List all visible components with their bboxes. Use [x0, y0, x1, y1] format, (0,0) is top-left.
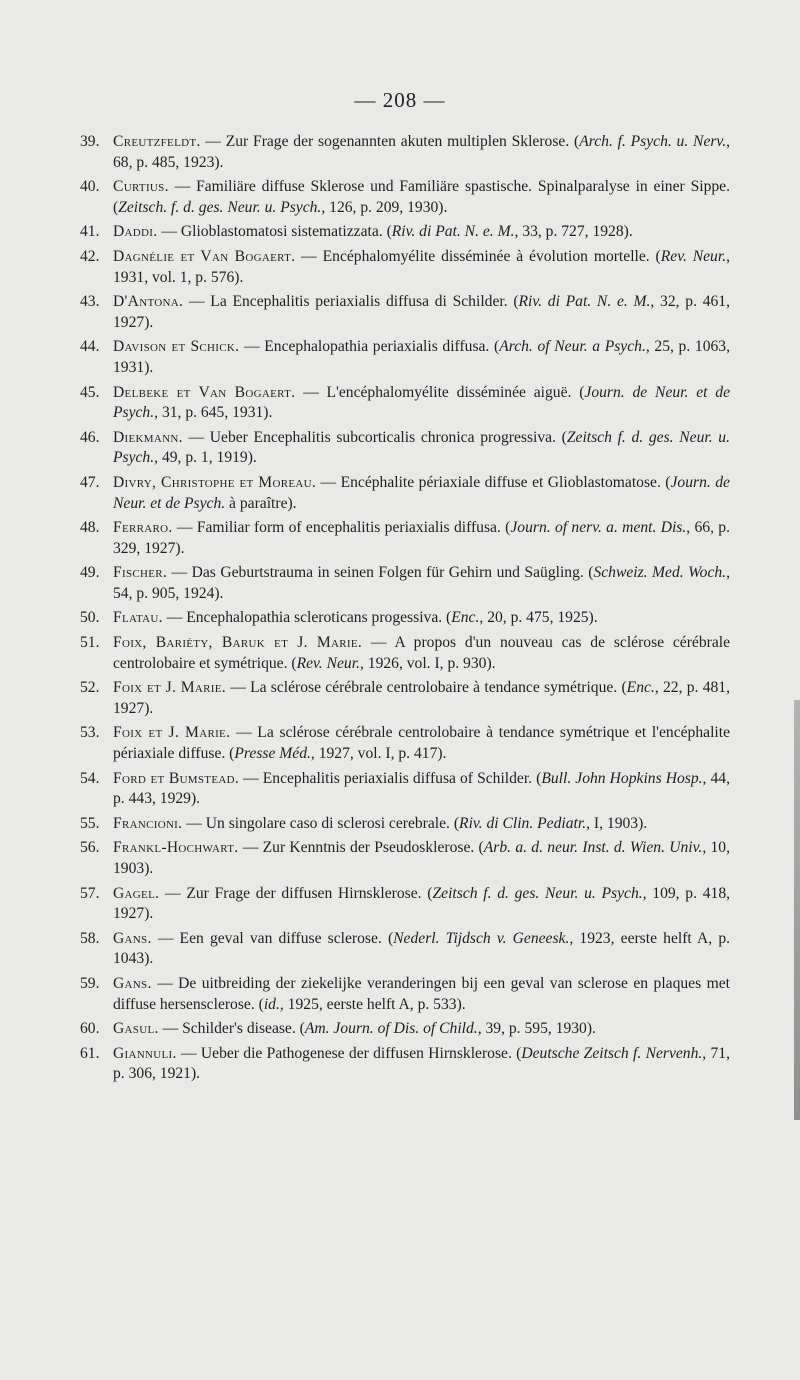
reference-number: 50.	[80, 609, 100, 627]
reference-list	[80, 132, 730, 1089]
reference-title: — Encéphalite périaxiale diffuse et Glioblastomatose. (	[316, 473, 671, 491]
reference-author: Delbeke et Van Bogaert.	[113, 383, 296, 401]
reference-title: — Zur Frage der diffusen Hirnsklerose. (	[159, 884, 433, 902]
reference-author: Foix et J. Marie.	[113, 724, 231, 742]
reference-source: id.	[263, 995, 280, 1013]
reference-details: à paraître).	[225, 494, 297, 512]
reference-text	[113, 247, 730, 288]
reference-entry	[80, 1019, 730, 1040]
reference-number: 59.	[80, 974, 100, 992]
reference-title: — Un singolare caso di sclerosi cerebrale. (	[182, 814, 460, 832]
reference-text	[113, 222, 730, 243]
reference-author: Gagel.	[113, 884, 160, 902]
reference-author: Davison et Schick.	[113, 338, 240, 356]
reference-details: , 39, p. 595, 1930).	[477, 1020, 596, 1038]
reference-text	[113, 769, 730, 810]
reference-text	[113, 1019, 730, 1040]
reference-entry	[80, 383, 730, 424]
reference-text	[113, 608, 730, 629]
reference-details: , 1926, vol. I, p. 930).	[359, 654, 496, 672]
reference-title: — Glioblastomatosi sistematizzata. (	[157, 223, 392, 241]
reference-entry	[80, 814, 730, 835]
reference-entry	[80, 518, 730, 559]
reference-title: — Familiäre diffuse Sklerose und Familiäre spastische. Spinalparalyse in einer Sippe. (	[113, 178, 730, 216]
reference-title: — Familiar form of encephalitis periaxialis diffusa. (	[172, 519, 511, 537]
reference-number: 41.	[80, 223, 100, 241]
reference-number: 40.	[80, 178, 100, 196]
reference-source: Riv. di Pat. N. e. M.	[391, 223, 515, 241]
reference-author: Divry, Christophe et Moreau.	[113, 473, 317, 491]
reference-details: , 25, p. 1063, 1931).	[113, 338, 730, 376]
reference-text	[113, 473, 730, 514]
reference-number: 52.	[80, 679, 100, 697]
reference-number: 45.	[80, 383, 100, 401]
reference-text	[113, 723, 730, 764]
reference-entry	[80, 608, 730, 629]
reference-entry	[80, 929, 730, 970]
reference-text	[113, 428, 730, 469]
reference-number: 39.	[80, 133, 100, 150]
reference-source: Arb. a. d. neur. Inst. d. Wien. Univ.	[483, 839, 703, 857]
reference-source: Journ. of nerv. a. ment. Dis.	[510, 519, 687, 537]
reference-details: , 32, p. 461, 1927).	[113, 293, 730, 331]
reference-author: Creutzfeldt.	[113, 133, 201, 150]
reference-title: — Zur Frage der sogenannten akuten multiplen Sklerose. (	[200, 133, 580, 150]
reference-entry	[80, 247, 730, 288]
reference-source: Journ. de Neur. et de Psych.	[113, 383, 730, 422]
reference-entry	[80, 1044, 730, 1085]
reference-entry	[80, 678, 730, 719]
reference-text	[113, 838, 730, 879]
reference-title: — Encephalitis periaxialis diffusa of Schilder. (	[239, 769, 542, 787]
reference-author: Gasul.	[113, 1020, 159, 1038]
reference-source: Bull. John Hopkins Hosp.	[541, 769, 703, 787]
reference-text	[113, 518, 730, 559]
reference-details: , 1925, eerste helft A, p. 533).	[279, 995, 466, 1013]
reference-source: Riv. di Pat. N. e. M.	[518, 293, 651, 311]
reference-source: Riv. di Clin. Pediatr.	[459, 814, 587, 832]
reference-author: Flatau.	[113, 609, 163, 627]
reference-title: — La sclérose cérébrale centrolobaire à tendance symétrique. (	[225, 679, 627, 697]
reference-title: — L'encéphalomyélite disséminée aiguë. (	[295, 383, 585, 401]
reference-source: Zeitsch. f. d. ges. Neur. u. Psych.	[118, 198, 322, 216]
reference-author: Frankl-Hochwart.	[113, 839, 239, 857]
reference-title: — Schilder's disease. (	[158, 1020, 305, 1038]
reference-text	[113, 292, 730, 333]
reference-author: Ferraro.	[113, 519, 173, 537]
reference-entry	[80, 292, 730, 333]
reference-details: , 20, p. 475, 1925).	[479, 609, 598, 627]
reference-text	[113, 678, 730, 719]
reference-source: Enc.	[451, 609, 480, 627]
reference-title: — Encéphalomyélite disséminée à évolution mortelle. (	[295, 247, 661, 265]
reference-author: Ford et Bumstead.	[113, 769, 240, 787]
reference-entry	[80, 769, 730, 810]
reference-source: Presse Méd.	[234, 745, 311, 763]
reference-text	[113, 563, 730, 604]
reference-number: 55.	[80, 814, 100, 832]
reference-source: Rev. Neur.	[296, 654, 360, 672]
reference-entry	[80, 473, 730, 514]
reference-number: 43.	[80, 293, 100, 311]
reference-author: Gans.	[113, 929, 152, 947]
reference-entry	[80, 337, 730, 378]
reference-entry	[80, 633, 730, 674]
reference-author: Daddi.	[113, 223, 158, 241]
reference-author: Giannuli.	[113, 1044, 177, 1062]
reference-source: Arch. of Neur. a Psych.	[499, 338, 646, 356]
reference-entry	[80, 132, 730, 173]
reference-text	[113, 337, 730, 378]
reference-entry	[80, 177, 730, 218]
reference-text	[113, 884, 730, 925]
reference-number: 58.	[80, 929, 100, 947]
reference-source: Zeitsch f. d. ges. Neur. u. Psych.	[113, 428, 730, 467]
reference-entry	[80, 222, 730, 243]
reference-entry	[80, 563, 730, 604]
reference-details: , 1931, vol. 1, p. 576).	[113, 247, 730, 286]
reference-text	[113, 132, 730, 173]
reference-details: , 1927, vol. I, p. 417).	[310, 745, 447, 763]
reference-number: 54.	[80, 769, 100, 787]
reference-title: — Das Geburtstrauma in seinen Folgen für Gehirn und Saügling. (	[167, 564, 594, 582]
reference-source: Deutsche Zeitsch f. Nervenh.	[521, 1044, 703, 1062]
reference-details: , I, 1903).	[586, 814, 648, 832]
reference-number: 48.	[80, 519, 100, 537]
reference-number: 57.	[80, 884, 100, 902]
reference-details: , 126, p. 209, 1930).	[321, 198, 448, 216]
reference-title: — Ueber Encephalitis subcorticalis chronica progressiva. (	[182, 428, 567, 446]
reference-details: , 31, p. 645, 1931).	[154, 404, 273, 422]
reference-number: 61.	[80, 1044, 100, 1062]
reference-title: — Ueber die Pathogenese der diffusen Hirnsklerose. (	[176, 1044, 522, 1062]
reference-title: — Encephalopathia periaxialis diffusa. (	[239, 338, 500, 356]
reference-details: , 109, p. 418, 1927).	[113, 884, 731, 923]
page-edge-shadow	[794, 700, 800, 1120]
reference-entry	[80, 723, 730, 764]
reference-title: — La Encephalitis periaxialis diffusa di Schilder. (	[183, 293, 519, 311]
reference-text	[113, 633, 730, 674]
reference-details: , 68, p. 485, 1923).	[113, 133, 730, 171]
reference-number: 51.	[80, 634, 100, 652]
reference-author: Diekmann.	[113, 428, 183, 446]
reference-source: Nederl. Tijdsch v. Geneesk.	[393, 929, 570, 947]
reference-text	[113, 177, 730, 218]
reference-text	[113, 814, 730, 835]
reference-number: 44.	[80, 338, 100, 356]
reference-details: , 71, p. 306, 1921).	[113, 1044, 730, 1083]
reference-source: Rev. Neur.	[660, 247, 727, 265]
reference-details: , 10, 1903).	[113, 839, 730, 877]
reference-details: , 1923, eerste helft A, p. 1043).	[113, 929, 731, 968]
reference-source: Zeitsch f. d. ges. Neur. u. Psych.	[432, 884, 643, 902]
reference-source: Journ. de Neur. et de Psych.	[113, 473, 730, 512]
reference-entry	[80, 884, 730, 925]
reference-details: , 22, p. 481, 1927).	[113, 679, 730, 717]
reference-title: — Zur Kenntnis der Pseudosklerose. (	[238, 839, 484, 857]
reference-number: 60.	[80, 1020, 100, 1038]
reference-title: — La sclérose cérébrale centrolobaire à tendance symétrique et l'encéphalite périaxiale diffuse. (	[113, 724, 730, 763]
reference-author: Dagnélie et Van Bogaert.	[113, 247, 296, 265]
reference-source: Enc.	[626, 679, 655, 697]
reference-number: 47.	[80, 473, 100, 491]
reference-title: — De uitbreiding der ziekelijke veranderingen bij een geval van sclerose en plaques met diffuse hersensclerose. (	[113, 974, 730, 1013]
reference-text	[113, 929, 730, 970]
reference-details: , 66, p. 329, 1927).	[113, 519, 730, 557]
reference-author: D'Antona.	[113, 293, 184, 311]
reference-text	[113, 383, 730, 424]
reference-number: 53.	[80, 724, 100, 742]
reference-author: Gans.	[113, 974, 152, 992]
reference-title: — Een geval van diffuse sclerose. (	[151, 929, 394, 947]
reference-source: Am. Journ. of Dis. of Child.	[304, 1020, 478, 1038]
reference-details: , 54, p. 905, 1924).	[113, 564, 730, 602]
reference-text	[113, 1044, 730, 1085]
page-number: — 208 —	[354, 88, 446, 112]
reference-source: Arch. f. Psych. u. Nerv.	[579, 133, 727, 150]
reference-author: Curtius.	[113, 178, 169, 196]
reference-author: Foix et J. Marie.	[113, 679, 226, 697]
reference-author: Fischer.	[113, 564, 168, 582]
reference-number: 56.	[80, 839, 100, 857]
reference-title: — A propos d'un nouveau cas de sclérose cérébrale centrolobaire et symétrique. (	[113, 634, 730, 672]
reference-number: 46.	[80, 428, 100, 446]
reference-details: , 33, p. 727, 1928).	[514, 223, 633, 241]
reference-author: Foix, Bariéty, Baruk et J. Marie.	[113, 634, 363, 652]
reference-details: , 49, p. 1, 1919).	[154, 449, 257, 467]
reference-details: , 44, p. 443, 1929).	[113, 769, 731, 808]
reference-number: 49.	[80, 564, 100, 582]
reference-text	[113, 974, 730, 1015]
reference-author: Francioni.	[113, 814, 183, 832]
reference-entry	[80, 838, 730, 879]
reference-title: — Encephalopathia scleroticans progessiva. (	[162, 609, 452, 627]
reference-source: Schweiz. Med. Woch.	[593, 564, 727, 582]
reference-entry	[80, 428, 730, 469]
reference-number: 42.	[80, 247, 100, 265]
reference-entry	[80, 974, 730, 1015]
